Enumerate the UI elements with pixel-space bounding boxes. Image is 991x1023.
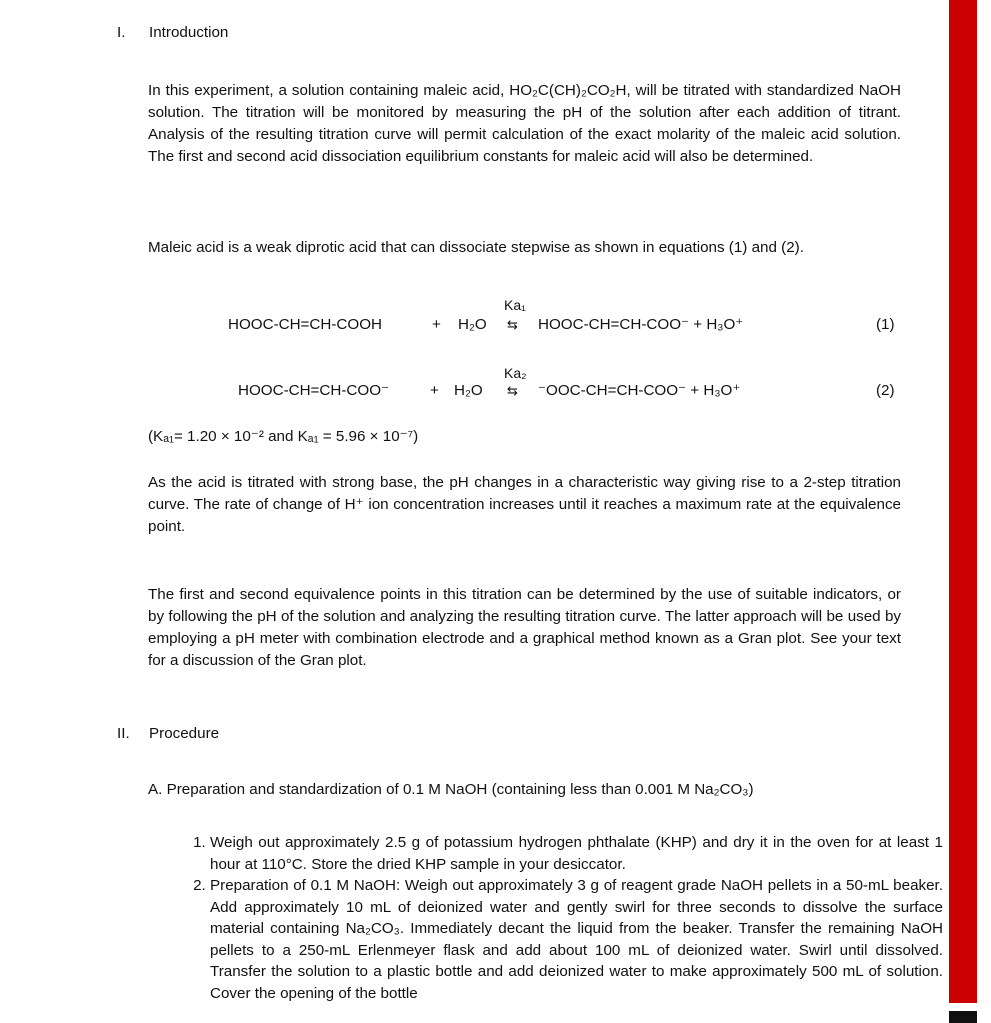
- equation-2-number: (2): [876, 382, 895, 399]
- equation-1-products: HOOC-CH=CH-COO⁻ + H₃O⁺: [538, 316, 744, 333]
- equation-1-ka-label: Ka₁: [504, 297, 526, 313]
- equation-2-reactant: HOOC-CH=CH-COO⁻: [238, 382, 390, 399]
- equation-2-plus: +: [430, 382, 439, 399]
- intro-paragraph-1: In this experiment, a solution containing maleic acid, HO₂C(CH)₂CO₂H, will be titrated with standardized NaOH solution. The titration will be monitored by measuring the pH of the solution after each addition of titrant. Analysis of the resulting titration curve will permit calculation of the exact molarity of the maleic acid solution. The first and second acid dissociation equilibrium constants for maleic acid will also be determined.: [148, 82, 901, 165]
- section-number: I.: [117, 24, 126, 41]
- equation-1-plus: +: [432, 316, 441, 333]
- list-item: 1. Weigh out approximately 2.5 g of potassium hydrogen phthalate (KHP) and dry it in the oven for at least 1 hour at 110°C. Store the dried KHP sample in your desiccator.: [210, 832, 943, 875]
- subsection-a-heading: A. Preparation and standardization of 0.1 M NaOH (containing less than 0.001 M Na₂CO₃): [148, 781, 754, 798]
- equilibrium-arrow-icon: ⇆: [507, 317, 518, 332]
- page-margin-black-block: [949, 1011, 977, 1023]
- equation-1-number: (1): [876, 316, 895, 333]
- equation-1-water: H₂O: [458, 316, 487, 333]
- equation-2-ka-label: Ka₂: [504, 365, 527, 381]
- equivalence-paragraph: The first and second equivalence points in this titration can be determined by the use of suitable indicators, or by following the pH of the solution and analyzing the resulting titration curve. The latter approach will be used by employing a pH meter with combination electrode and a graphical method known as a Gran plot. See your text for a discussion of the Gran plot.: [148, 586, 901, 669]
- equation-1-reactant: HOOC-CH=CH-COOH: [228, 316, 382, 333]
- section-heading-procedure: [117, 723, 219, 745]
- procedure-steps-list: [178, 832, 943, 1004]
- titration-paragraph: As the acid is titrated with strong base, the pH changes in a characteristic way giving rise to a 2-step titration curve. The rate of change of H⁺ ion concentration increases until it reaches a maximum rate at the equivalence point.: [148, 474, 901, 535]
- equation-2-products: ⁻OOC-CH=CH-COO⁻ + H₃O⁺: [538, 382, 741, 399]
- intro-paragraph-2: Maleic acid is a weak diprotic acid that can dissociate stepwise as shown in equations (1) and (2).: [148, 239, 804, 256]
- dissociation-constants: (Kₐ₁= 1.20 × 10⁻² and Kₐ₁ = 5.96 × 10⁻⁷): [148, 428, 419, 445]
- section-number: II.: [117, 725, 130, 742]
- equation-2-water: H₂O: [454, 382, 483, 399]
- section-title: Introduction: [149, 24, 229, 41]
- list-item: 2. Preparation of 0.1 M NaOH: Weigh out approximately 3 g of reagent grade NaOH pellets in a 50-mL beaker. Add approximately 10 mL of deionized water and gently swirl for three seconds to dissolve the surface material containing Na₂CO₃. Immediately decant the liquid from the beaker. Transfer the remaining NaOH pellets to a 250-mL Erlenmeyer flask and add about 100 mL of deionized water. Swirl until dissolved. Transfer the solution to a plastic bottle and add deionized water to make approximately 500 mL of solution. Cover the opening of the bottle: [210, 875, 943, 1004]
- section-title: Procedure: [149, 725, 220, 742]
- page-margin-red-bar: [949, 0, 977, 1003]
- equilibrium-arrow-icon: ⇆: [507, 383, 518, 398]
- section-heading-introduction: [117, 22, 228, 44]
